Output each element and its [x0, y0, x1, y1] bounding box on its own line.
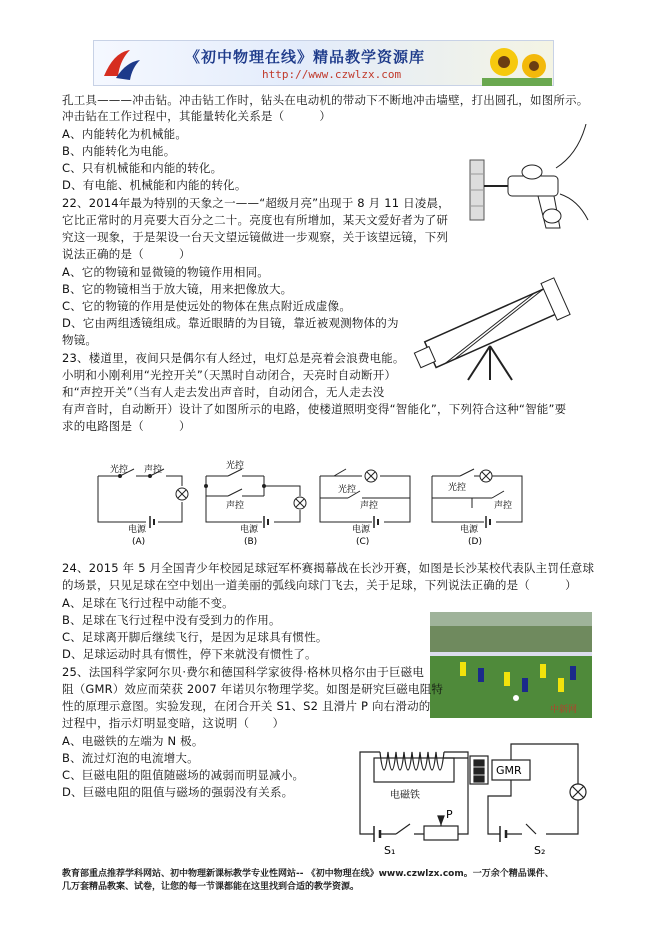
q25-option-d: D、巨磁电阻的阻值与磁场的强弱没有关系。 — [62, 785, 294, 799]
q25-option-c: C、巨磁电阻的阻值随磁场的减弱而明显减小。 — [62, 768, 305, 782]
circuit-a-label: (A) — [132, 537, 146, 547]
q25-option-b: B、流过灯泡的电流增大。 — [62, 751, 199, 765]
q25-text-line: 25、法国科学家阿尔贝·费尔和德国科学家彼得·格林贝格尔由于巨磁电 — [62, 665, 425, 679]
q22-option-b: B、它的物镜相当于放大镜，用来把像放大。 — [62, 282, 293, 296]
gmr-circuit-diagram — [350, 738, 602, 858]
telescope-illustration — [406, 276, 576, 381]
q23-text-line: 求的电路图是（ ） — [62, 419, 191, 433]
q23-text-line: 有声音时，自动断开）设计了如图所示的电路，使楼道照明变得“智能化”，下列符合这种“智能”要 — [62, 402, 567, 416]
photo-watermark: 中新网 — [550, 705, 578, 715]
banner-url: http://www.czwlzx.com — [262, 68, 402, 81]
circuit-a-sw2: 声控 — [144, 465, 163, 475]
switch-s2-label: S₂ — [534, 844, 546, 857]
q22-text-line: 说法正确的是（ ） — [62, 247, 191, 261]
q24-option-b: B、足球在飞行过程中没有受到力的作用。 — [62, 613, 281, 627]
q25-text-line: 性的原理示意图。实验发现，在闭合开关 S1、S2 且滑片 P 向右滑动的 — [62, 699, 431, 713]
circuit-b — [205, 469, 307, 528]
sunflower-icon — [482, 42, 552, 86]
circuit-b-source: 电源 — [240, 525, 259, 535]
banner-title: 《初中物理在线》精品教学资源库 — [185, 48, 426, 66]
circuit-a-sw1: 光控 — [110, 465, 129, 475]
q24-option-a: A、足球在飞行过程中动能不变。 — [62, 596, 234, 610]
q22-text-line: 22、2014年最为特别的天象之一——“超级月亮”出现于 8 月 11 日凌晨， — [62, 196, 450, 210]
circuit-c-source: 电源 — [352, 525, 371, 535]
q22-text-line: 究这一现象，于是架设一台天文望远镜做进一步观察，关于该望远镜，下列 — [62, 230, 449, 244]
q21-option-c: C、只有机械能和内能的转化。 — [62, 161, 223, 175]
circuit-a-source: 电源 — [128, 525, 147, 535]
circuit-c-label: (C) — [356, 537, 370, 547]
switch-s1-label: S₁ — [384, 844, 396, 857]
q23-text-line: 23、楼道里，夜间只是偶尔有人经过，电灯总是亮着会浪费电能。 — [62, 351, 405, 365]
q22-option-c: C、它的物镜的作用是使远处的物体在焦点附近成虚像。 — [62, 299, 352, 313]
q21-option-d: D、有电能、机械能和内能的转化。 — [62, 178, 247, 192]
circuit-options-figure — [94, 460, 564, 550]
q22-option-d-cont: 物镜。 — [62, 333, 98, 347]
q24-option-d: D、足球运动时具有惯性，停下来就没有惯性了。 — [62, 647, 317, 661]
circuit-d-sw2: 声控 — [494, 501, 513, 511]
circuit-b-sw2: 声控 — [226, 501, 245, 511]
q21-text-line: 冲击钻在工作过程中，其能量转化关系是（ ） — [62, 109, 332, 123]
q22-option-d: D、它由两组透镜组成。靠近眼睛的为目镜，靠近被观测物体的为 — [62, 316, 399, 330]
impact-drill-illustration — [468, 124, 590, 236]
site-logo-icon — [100, 46, 144, 82]
q21-option-b: B、内能转化为电能。 — [62, 144, 176, 158]
q24-text-line: 的场景，只见足球在空中划出一道美丽的弧线向球门飞去，关于足球，下列说法正确的是（ ） — [62, 578, 577, 592]
q25-text-line: 过程中，指示灯明显变暗，这说明（ ） — [62, 716, 285, 730]
q22-text-line: 它比正常时的月亮要大百分之二十。亮度也有所增加，某天文爱好者为了研 — [62, 213, 449, 227]
football-match-photo — [430, 612, 592, 718]
q23-text-line: 小明和小刚利用“光控开关”（天黑时自动闭合，天亮时自动断开） — [62, 368, 397, 382]
circuit-d — [432, 469, 522, 528]
q25-text-line: 阻（GMR）效应而荣获 2007 年诺贝尔物理学奖。如图是研究巨磁电阻特 — [62, 682, 444, 696]
gmr-label: GMR — [496, 764, 522, 777]
footer-line: 教育部重点推荐学科网站、初中物理新课标教学专业性网站-- 《初中物理在线》www.czwlzx.com。一万余个精品课件、 — [62, 869, 554, 879]
circuit-a — [98, 469, 188, 528]
electromagnet-label: 电磁铁 — [390, 790, 420, 801]
circuit-c — [320, 469, 410, 528]
q25-option-a: A、电磁铁的左端为 N 极。 — [62, 734, 204, 748]
slider-label: P — [446, 808, 453, 821]
circuit-d-source: 电源 — [460, 525, 479, 535]
q21-text-line: 孔工具———冲击钻。冲击钻工作时，钻头在电动机的带动下不断地冲击墙壁，打出圆孔，如图所示。 — [62, 93, 589, 107]
circuit-d-label: (D) — [468, 537, 482, 547]
circuit-b-sw1: 光控 — [226, 461, 245, 471]
q22-option-a: A、它的物镜和显微镜的物镜作用相同。 — [62, 265, 269, 279]
q23-text-line: 和“声控开关”（当有人走去发出声音时，自动闭合，无人走去没 — [62, 385, 385, 399]
circuit-c-sw2: 声控 — [360, 501, 379, 511]
footer-line: 几万套精品教案、试卷，让您的每一节课都能在这里找到合适的教学资源。 — [62, 882, 360, 892]
q24-option-c: C、足球离开脚后继续飞行，是因为足球具有惯性。 — [62, 630, 328, 644]
circuit-c-sw1: 光控 — [338, 485, 357, 495]
circuit-d-sw1: 光控 — [448, 483, 467, 493]
circuit-b-label: (B) — [244, 537, 258, 547]
q21-option-a: A、内能转化为机械能。 — [62, 127, 188, 141]
q24-text-line: 24、2015 年 5 月全国青少年校园足球冠军杯赛揭幕战在长沙开赛，如图是长沙某校代表队主罚任意球 — [62, 561, 595, 575]
